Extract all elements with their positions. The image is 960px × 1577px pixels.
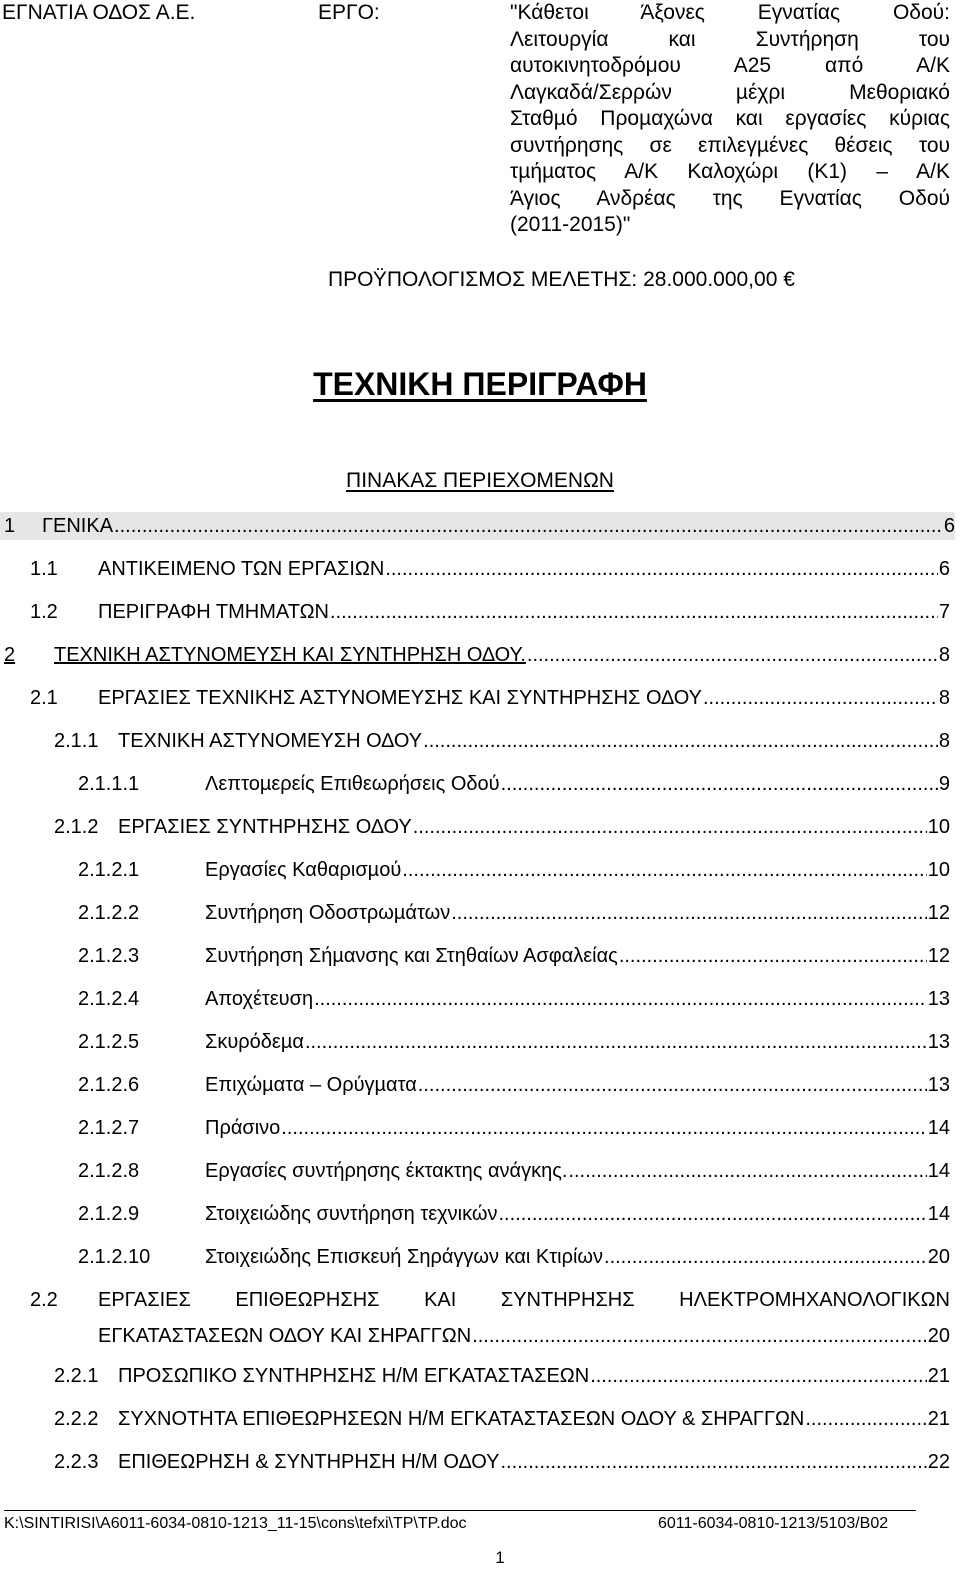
toc-entry-number: 2.1	[30, 687, 58, 709]
toc-entry-page: 8	[938, 687, 950, 709]
toc-entry-title: ΑΝΤΙΚΕΙΜΕΝΟ ΤΩΝ ΕΡΓΑΣΙΩΝ	[98, 558, 385, 580]
toc-entry[interactable]	[78, 1157, 950, 1185]
toc-entry[interactable]	[78, 1200, 950, 1228]
toc-dot-leader	[423, 727, 938, 755]
toc-entry-page: 7	[938, 601, 950, 623]
toc-entry[interactable]	[78, 942, 950, 970]
toc-entry-title: Πράσινο	[205, 1117, 281, 1139]
toc-entry-title: Εργασίες συντήρησης έκτακτης ανάγκης.	[205, 1160, 568, 1182]
toc-entry[interactable]	[54, 727, 950, 755]
toc-entry-title: ΠΕΡΙΓΡΑΦΗ ΤΜΗΜΑΤΩΝ	[98, 601, 329, 623]
toc-dot-leader	[472, 1322, 927, 1350]
toc-dot-leader	[604, 1243, 927, 1271]
toc-entry[interactable]	[54, 1448, 950, 1476]
study-budget: ΠΡΟΫΠΟΛΟΓΙΣΜΟΣ ΜΕΛΕΤΗΣ: 28.000.000,00 €	[328, 268, 795, 291]
toc-entry-number: 1.1	[30, 558, 58, 580]
toc-entry-number: 2.2.1	[54, 1365, 99, 1387]
toc-dot-leader	[619, 942, 927, 970]
toc-dot-leader	[114, 512, 943, 540]
toc-entry-number: 2.1.2.5	[78, 1031, 140, 1053]
toc-entry-page: 8	[938, 730, 950, 752]
toc-entry-page: 21	[927, 1365, 950, 1387]
project-line: Σταθµό Προµαχώνα και εργασίες κύριας	[510, 107, 950, 130]
toc-entry-page: 20	[927, 1325, 950, 1347]
toc-entry[interactable]	[30, 598, 950, 626]
toc-entry-number: 2.1.2.7	[78, 1117, 140, 1139]
toc-entry-page: 8	[938, 644, 950, 666]
toc-entry-title: Επιχώµατα – Ορύγµατα	[205, 1074, 417, 1096]
toc-entry[interactable]	[54, 813, 950, 841]
project-line: συντήρησης σε επιλεγµένες θέσεις του	[510, 133, 950, 157]
toc-entry-page: 9	[938, 773, 950, 795]
toc-entry-number: 1.2	[30, 601, 58, 623]
toc-entry-number: 2.2.2	[54, 1408, 99, 1430]
footer-document-code: 6011-6034-0810-1213/5103/B02	[658, 1515, 889, 1532]
toc-entry-title: Λεπτοµερείς Επιθεωρήσεις Οδού	[205, 773, 500, 795]
toc-entry[interactable]	[78, 856, 950, 884]
toc-entry-title: Συντήρηση Σήµανσης και Στηθαίων Ασφαλείας	[205, 945, 618, 967]
toc-entry-number: 2.1.1.1	[78, 773, 140, 795]
toc-entry-page: 12	[927, 902, 950, 924]
toc-entry[interactable]	[78, 1071, 950, 1099]
toc-entry-number: 2.1.2.4	[78, 988, 140, 1010]
toc-entry-page: 14	[927, 1160, 950, 1182]
toc-dot-leader	[305, 1028, 927, 1056]
toc-dot-leader	[703, 684, 938, 712]
toc-entry-number: 2.1.1	[54, 730, 99, 752]
toc-entry[interactable]	[78, 770, 950, 798]
project-line: "Κάθετοι Άξονες Εγνατίας Οδού:	[510, 1, 950, 24]
toc-entry-title: ΕΠΙΘΕΩΡΗΣΗ & ΣΥΝΤΗΡΗΣΗ Η/Μ Ο∆ΟΥ	[118, 1451, 500, 1473]
toc-entry-title: ΕΓΚΑΤΑΣΤΑΣΕΩΝ Ο∆ΟΥ ΚΑΙ ΣΗΡΑΓΓΩΝ	[98, 1325, 472, 1347]
toc-dot-leader	[568, 1157, 926, 1185]
toc-entry[interactable]	[78, 1028, 950, 1056]
toc-dot-leader	[314, 985, 927, 1013]
toc-entry-page: 10	[927, 859, 950, 881]
toc-dot-leader	[281, 1114, 926, 1142]
project-label: ΕΡΓΟ:	[318, 1, 380, 24]
toc-dot-leader	[498, 1200, 926, 1228]
toc-entry-title: ΠΡΟΣΩΠΙΚΟ ΣΥΝΤΗΡΗΣΗΣ Η/Μ ΕΓΚΑΤΑΣΤΑΣΕΩΝ	[118, 1365, 590, 1387]
toc-entry-title: Συντήρηση Οδοστρωµάτων	[205, 902, 451, 924]
toc-entry-number: 2.1.2.2	[78, 902, 140, 924]
document-title-text: ΤΕΧΝΙΚΗ ΠΕΡΙΓΡΑΦΗ	[313, 366, 647, 402]
footer-divider	[4, 1510, 916, 1511]
project-line: τµήµατος Α/Κ Καλοχώρι (Κ1) – Α/Κ	[510, 160, 950, 183]
toc-entry-page: 21	[927, 1408, 950, 1430]
toc-entry-title: ΣΥΧΝΟΤΗΤΑ ΕΠΙΘΕΩΡΗΣΕΩΝ Η/Μ ΕΓΚΑΤΑΣΤΑΣΕΩΝ Ο∆ΟΥ & ΣΗΡΑΓΓΩΝ	[118, 1408, 805, 1430]
toc-entry-number: 2.1.2.1	[78, 859, 140, 881]
project-title	[510, 0, 950, 239]
toc-entry-number: 2.2	[30, 1289, 58, 1311]
toc-entry-number: 2.1.2.9	[78, 1203, 140, 1225]
toc-dot-leader	[527, 641, 938, 669]
toc-entry-page: 22	[927, 1451, 950, 1473]
project-line: Άγιος Ανδρέας της Εγνατίας Οδού	[510, 186, 950, 210]
toc-entry[interactable]	[78, 985, 950, 1013]
toc-dot-leader	[451, 899, 927, 927]
toc-dot-leader	[501, 770, 938, 798]
toc-entry[interactable]	[54, 1405, 950, 1433]
toc-entry-page: 6	[938, 558, 950, 580]
toc-entry-page: 13	[927, 1031, 950, 1053]
toc-heading-text: ΠΙΝΑΚΑΣ ΠΕΡΙΕΧΟΜΕΝΩΝ	[346, 469, 614, 492]
toc-entry[interactable]	[0, 512, 955, 540]
toc-entry-title: Αποχέτευση	[205, 988, 314, 1010]
toc-entry-page: 10	[927, 816, 950, 838]
toc-entry-title: Σκυρόδεµα	[205, 1031, 304, 1053]
toc-entry-title: ΤΕΧΝΙΚΗ ΑΣΤΥΝΟΜΕΥΣΗ Ο∆ΟΥ	[118, 730, 423, 752]
toc-entry-page: 14	[927, 1117, 950, 1139]
toc-entry[interactable]	[30, 555, 950, 583]
toc-dot-leader	[590, 1362, 927, 1390]
toc-entry-page: 13	[927, 988, 950, 1010]
toc-entry-title: ΕΡΓΑΣΙΕΣ ΕΠΙΘΕΩΡΗΣΗΣ ΚΑΙ ΣΥΝΤΗΡΗΣΗΣ ΗΛΕΚΤΡΟΜΗΧΑΝΟΛΟΓΙΚΩΝ	[98, 1289, 950, 1311]
toc-entry[interactable]	[30, 1286, 950, 1314]
toc-entry[interactable]	[78, 899, 950, 927]
toc-entry-number: 2.1.2.6	[78, 1074, 140, 1096]
project-line: Λειτουργία και Συντήρηση του	[510, 27, 950, 51]
document-title	[0, 366, 960, 403]
toc-entry-number: 2.1.2.3	[78, 945, 140, 967]
toc-entry[interactable]	[78, 1243, 950, 1271]
toc-dot-leader	[413, 813, 927, 841]
toc-entry-number: 2.2.3	[54, 1451, 99, 1473]
toc-dot-leader	[418, 1071, 927, 1099]
toc-entry-page: 6	[943, 515, 955, 537]
toc-dot-leader	[402, 856, 926, 884]
toc-dot-leader	[385, 555, 938, 583]
toc-entry-number: 1	[4, 515, 16, 537]
toc-entry-title: Στοιχειώδης Επισκευή Σηράγγων και Κτιρίων	[205, 1246, 604, 1268]
toc-entry-page: 20	[927, 1246, 950, 1268]
toc-entry[interactable]	[54, 1362, 950, 1390]
toc-entry-title: Στοιχειώδης συντήρηση τεχνικών	[205, 1203, 498, 1225]
toc-entry-title: ΕΡΓΑΣΙΕΣ ΣΥΝΤΗΡΗΣΗΣ Ο∆ΟΥ	[118, 816, 412, 838]
project-line: αυτοκινητοδρόμου Α25 από Α/Κ	[510, 54, 950, 77]
toc-entry-page: 12	[927, 945, 950, 967]
toc-entry-title: Εργασίες Καθαρισµού	[205, 859, 402, 881]
organization-name: ΕΓΝΑΤΙΑ Ο∆ΟΣ Α.Ε.	[2, 1, 196, 24]
toc-entry-number: 2.1.2	[54, 816, 99, 838]
toc-entry-number: 2	[4, 644, 16, 666]
toc-dot-leader	[805, 1405, 926, 1433]
footer-file-path: K:\SINTIRISI\A6011-6034-0810-1213_11-15\cons\tefxi\TP\TP.doc	[4, 1515, 467, 1532]
toc-entry[interactable]	[30, 684, 950, 712]
toc-dot-leader	[330, 598, 938, 626]
toc-entry-page: 14	[927, 1203, 950, 1225]
toc-entry-title: ΤΕΧΝΙΚΗ ΑΣΤΥΝΟΜΕΥΣΗ ΚΑΙ ΣΥΝΤΗΡΗΣΗ Ο∆ΟΥ.	[54, 644, 526, 666]
toc-dot-leader	[500, 1448, 926, 1476]
toc-entry-page: 13	[927, 1074, 950, 1096]
toc-entry-title: ΕΡΓΑΣΙΕΣ ΤΕΧΝΙΚΗΣ ΑΣΤΥΝΟΜΕΥΣΗΣ ΚΑΙ ΣΥΝΤΗΡΗΣΗΣ Ο∆ΟΥ	[98, 687, 702, 709]
toc-entry-number: 2.1.2.8	[78, 1160, 140, 1182]
toc-entry-continued[interactable]	[98, 1322, 950, 1350]
toc-entry[interactable]	[78, 1114, 950, 1142]
toc-entry-number: 2.1.2.10	[78, 1246, 151, 1268]
toc-heading	[0, 469, 960, 493]
page-number: 1	[495, 1548, 505, 1567]
project-line: Λαγκαδά/Σερρών µέχρι Μεθοριακό	[510, 80, 950, 104]
toc-entry[interactable]	[4, 641, 950, 669]
project-line: (2011-2015)"	[510, 213, 631, 236]
toc-entry-title: ΓΕΝΙΚΑ	[42, 515, 114, 537]
